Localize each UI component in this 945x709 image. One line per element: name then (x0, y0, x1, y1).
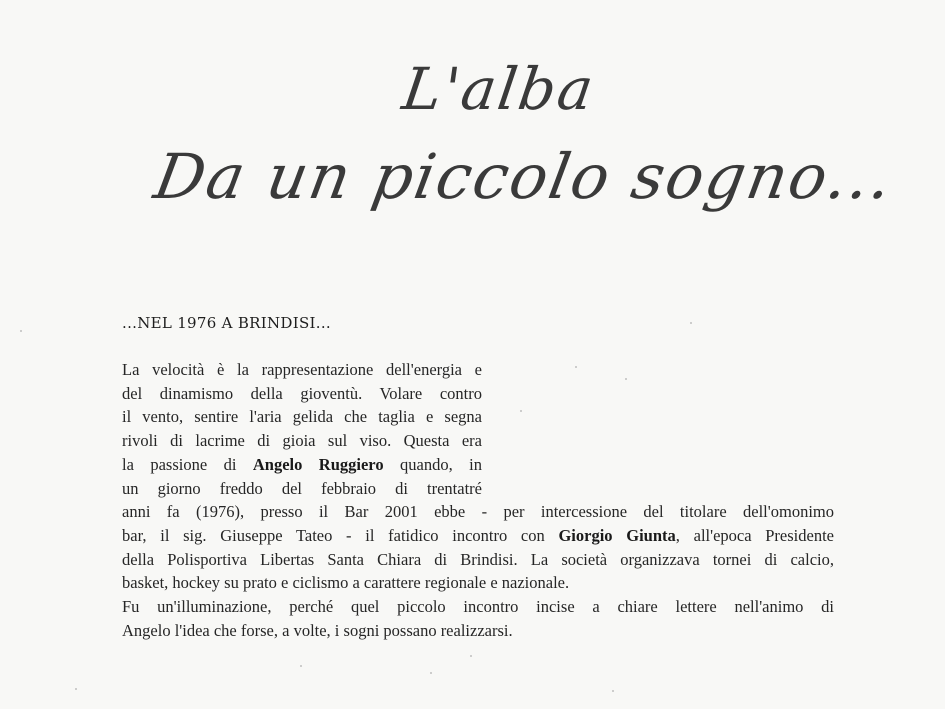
title-line-1: L'alba (398, 55, 600, 123)
text-line: del dinamismo della gioventù. Volare contro (122, 383, 482, 403)
text-line (122, 453, 482, 477)
text-fragment: la passione di (122, 454, 253, 474)
text-line (122, 524, 834, 548)
text-fragment: bar, il sig. Giuseppe Tateo - il fatidico incontro con (122, 525, 559, 545)
scan-speck (75, 688, 77, 690)
scan-speck (612, 690, 614, 692)
text-fragment: , all'epoca Presidente (675, 525, 834, 545)
scan-speck (690, 322, 692, 324)
text-line: il vento, sentire l'aria gelida che taglia e segna (122, 407, 482, 427)
page-title (149, 55, 900, 245)
text-line: Fu un'illuminazione, perché quel piccolo incontro incise a chiare lettere nell'animo di (122, 597, 834, 617)
text-line: anni fa (1976), presso il Bar 2001 ebbe - per intercessione del titolare dell'omonimo (122, 502, 834, 522)
title-line-2: Da un piccolo sogno... (149, 140, 900, 213)
scan-speck (20, 330, 22, 332)
person-name-angelo: Angelo Ruggiero (252, 454, 384, 474)
text-line: rivoli di lacrime di gioia sul viso. Questa era (122, 431, 482, 451)
text-line: della Polisportiva Libertas Santa Chiara di Brindisi. La società organizzava tornei di calcio, (122, 549, 834, 569)
scan-speck (300, 665, 302, 667)
scan-speck (470, 655, 472, 657)
text-line: basket, hockey su prato e ciclismo a carattere regionale e nazionale. (122, 573, 570, 593)
text-fragment: quando, in (383, 454, 482, 474)
body-paragraph (122, 358, 834, 642)
scan-speck (430, 672, 432, 674)
text-line: Angelo l'idea che forse, a volte, i sogni possano realizzarsi. (122, 620, 513, 640)
text-line: La velocità è la rappresentazione dell'energia e (122, 360, 482, 379)
section-subheading: ...NEL 1976 A BRINDISI... (122, 314, 331, 332)
person-name-giorgio: Giorgio Giunta (558, 525, 676, 545)
text-line: un giorno freddo del febbraio di trentatré (122, 478, 482, 498)
